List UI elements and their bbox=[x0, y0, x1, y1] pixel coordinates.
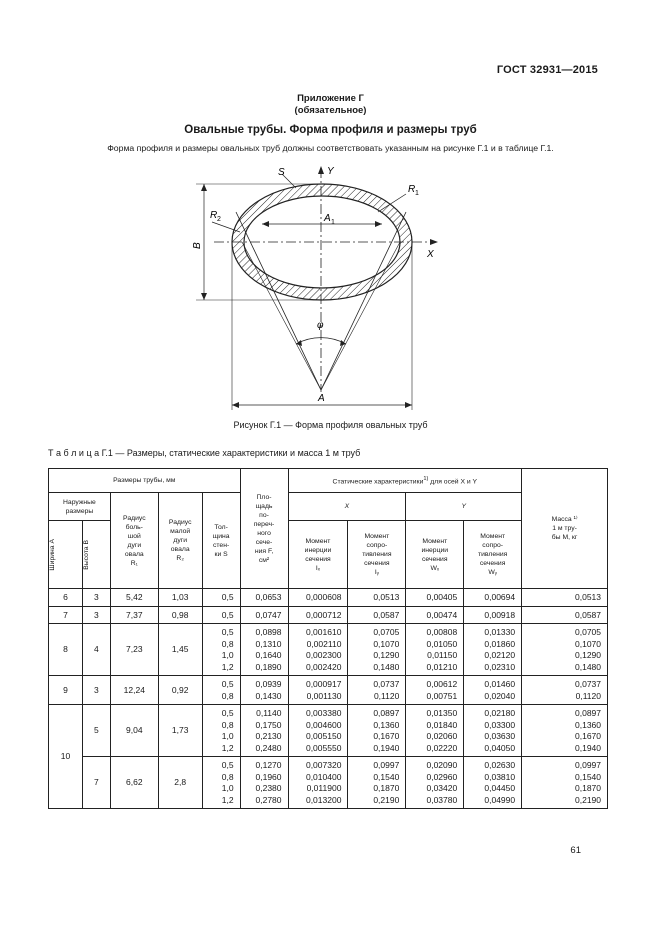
cell-m: 0,0705 0,1070 0,1290 0,1480 bbox=[522, 624, 608, 676]
label-r1: R bbox=[408, 184, 416, 195]
label-a1: A bbox=[324, 213, 331, 224]
cell-m: 0,0737 0,1120 bbox=[522, 676, 608, 705]
cell-b: 7 bbox=[82, 757, 110, 809]
axis-y-header: Y bbox=[406, 493, 522, 521]
cell-a: 10 bbox=[49, 705, 83, 809]
cell-r2: 1,45 bbox=[158, 624, 202, 676]
iy-header-line: Момент bbox=[422, 537, 448, 545]
wx_rot-header-line: тивления bbox=[362, 551, 392, 558]
r1-header-line: шой bbox=[127, 532, 141, 540]
cell-ix: 0,003380 0,004600 0,005150 0,005550 bbox=[288, 705, 348, 757]
cell-b: 4 bbox=[82, 624, 110, 676]
cell-wx: 0,0513 bbox=[348, 589, 406, 607]
wy-header-line: Wᵧ bbox=[488, 569, 497, 576]
cell-wy: 0,01330 0,01860 0,02120 0,02310 bbox=[464, 624, 522, 676]
r2-header-line: дуги bbox=[173, 537, 188, 544]
label-a: A bbox=[318, 393, 325, 404]
cell-ix: 0,000917 0,001130 bbox=[288, 676, 348, 705]
area-header-line: по- bbox=[259, 511, 269, 519]
cell-wx: 0,0587 bbox=[348, 606, 406, 624]
r2-header-line: малой bbox=[170, 528, 191, 535]
figure-caption: Рисунок Г.1 — Форма профиля овальных труб bbox=[233, 420, 428, 430]
label-b: B bbox=[192, 242, 203, 249]
area-header-line: щадь bbox=[255, 502, 273, 510]
page-number: 61 bbox=[570, 845, 581, 856]
table-row bbox=[49, 589, 608, 607]
cell-ix: 0,007320 0,010400 0,011900 0,013200 bbox=[288, 757, 348, 809]
cell-s: 0,5 0,8 1,0 1,2 bbox=[202, 705, 240, 757]
static-header: Статические характеристики$^{1)}$ для осей X и Y bbox=[288, 469, 522, 493]
cell-ix: 0,000608 bbox=[288, 589, 348, 607]
mass-header-line: 1 м тру- bbox=[552, 525, 577, 532]
wx_rot-header-line: Момент bbox=[364, 533, 390, 540]
width-header: Ширина A bbox=[49, 521, 83, 589]
standard-number: ГОСТ 32931—2015 bbox=[496, 64, 598, 76]
thick-header-line: щина bbox=[212, 532, 230, 540]
cell-ix: 0,001610 0,002110 0,002300 0,002420 bbox=[288, 624, 348, 676]
r2-header bbox=[158, 493, 202, 589]
dims-header: Размеры трубы, мм bbox=[49, 469, 241, 493]
label-y: Y bbox=[327, 166, 334, 177]
thick-header-line: стен- bbox=[212, 541, 230, 549]
cell-r2: 2,8 bbox=[158, 757, 202, 809]
cell-wx: 0,0897 0,1360 0,1670 0,1940 bbox=[348, 705, 406, 757]
cell-wy: 0,01460 0,02040 bbox=[464, 676, 522, 705]
cell-iy: 0,01350 0,01840 0,02060 0,02220 bbox=[406, 705, 464, 757]
area-header-line: ного bbox=[257, 529, 271, 537]
cell-r1: 6,62 bbox=[110, 757, 158, 809]
mass-header bbox=[522, 469, 608, 589]
outer-dims-header: Наружные размеры bbox=[49, 493, 111, 521]
cell-b: 5 bbox=[82, 705, 110, 757]
r1-header-line: R₁ bbox=[130, 559, 138, 567]
cell-s: 0,5 0,8 1,0 1,2 bbox=[202, 757, 240, 809]
label-x: X bbox=[427, 249, 434, 260]
axis-x-header: X bbox=[288, 493, 406, 521]
cell-a: 6 bbox=[49, 589, 83, 607]
ix-header-line: Iₓ bbox=[315, 564, 321, 572]
cell-iy: 0,00612 0,00751 bbox=[406, 676, 464, 705]
cell-wx: 0,0737 0,1120 bbox=[348, 676, 406, 705]
cell-f: 0,0898 0,1310 0,1640 0,1890 bbox=[240, 624, 288, 676]
cell-a: 8 bbox=[49, 624, 83, 676]
cell-wy: 0,00918 bbox=[464, 606, 522, 624]
table-row bbox=[49, 705, 608, 757]
cell-r2: 1,03 bbox=[158, 589, 202, 607]
height-header: Высота B bbox=[82, 521, 110, 589]
r1-header-line: Радиус bbox=[123, 514, 146, 522]
cell-b: 3 bbox=[82, 676, 110, 705]
ix-header-line: сечения bbox=[305, 555, 331, 563]
cell-iy: 0,00405 bbox=[406, 589, 464, 607]
cell-m: 0,0897 0,1360 0,1670 0,1940 bbox=[522, 705, 608, 757]
cell-wy: 0,00694 bbox=[464, 589, 522, 607]
area-header-line: ния F, bbox=[254, 547, 274, 555]
area-header bbox=[240, 469, 288, 589]
cell-a: 9 bbox=[49, 676, 83, 705]
ix-header-line: инерции bbox=[304, 546, 332, 554]
cell-r2: 0,92 bbox=[158, 676, 202, 705]
label-r2: R bbox=[210, 210, 218, 221]
r2-header-line: R₂ bbox=[176, 555, 184, 562]
r1-header-line: дуги bbox=[127, 541, 142, 549]
cell-r1: 9,04 bbox=[110, 705, 158, 757]
cell-a: 7 bbox=[49, 606, 83, 624]
wy-header-line: Момент bbox=[480, 533, 506, 540]
table-row bbox=[49, 624, 608, 676]
thick-header-line: Тол- bbox=[214, 523, 228, 531]
cell-s: 0,5 bbox=[202, 606, 240, 624]
mass-header-line: бы M, кг bbox=[551, 534, 578, 541]
cell-wy: 0,02630 0,03810 0,04450 0,04990 bbox=[464, 757, 522, 809]
ix-header-line: Момент bbox=[305, 537, 331, 545]
cell-r2: 1,73 bbox=[158, 705, 202, 757]
cell-s: 0,5 bbox=[202, 589, 240, 607]
iy-header-line: инерции bbox=[421, 546, 449, 554]
cell-iy: 0,00474 bbox=[406, 606, 464, 624]
r2-header-line: овала bbox=[170, 546, 190, 553]
cell-r1: 7,37 bbox=[110, 606, 158, 624]
lead-text: Форма профиля и размеры овальных труб должны соответствовать указанным на рисунке Г.1 и в таблице Г.1. bbox=[107, 143, 554, 153]
wx_rot-header-line: Iᵧ bbox=[374, 569, 379, 576]
cell-wx: 0,0997 0,1540 0,1870 0,2190 bbox=[348, 757, 406, 809]
cell-f: 0,1140 0,1750 0,2130 0,2480 bbox=[240, 705, 288, 757]
ix-header bbox=[288, 521, 348, 589]
iy-header bbox=[406, 521, 464, 589]
cell-m: 0,0587 bbox=[522, 606, 608, 624]
area-header-line: см² bbox=[258, 556, 270, 564]
wx_rot-header-line: сечения bbox=[364, 560, 390, 567]
iy-header-line: сечения bbox=[422, 555, 448, 563]
table-row bbox=[49, 606, 608, 624]
cell-f: 0,1270 0,1960 0,2380 0,2780 bbox=[240, 757, 288, 809]
wy-header-line: сопро- bbox=[482, 542, 504, 549]
cell-ix: 0,000712 bbox=[288, 606, 348, 624]
table-caption: Т а б л и ц а Г.1 — Размеры, статические характеристики и масса 1 м труб bbox=[48, 448, 361, 458]
thick-header-line: ки S bbox=[214, 550, 228, 558]
wy-header-line: сечения bbox=[479, 560, 506, 567]
wy-header-line: тивления bbox=[478, 551, 508, 558]
cell-b: 3 bbox=[82, 606, 110, 624]
annex-status: (обязательное) bbox=[294, 105, 367, 116]
cell-r1: 7,23 bbox=[110, 624, 158, 676]
cell-r2: 0,98 bbox=[158, 606, 202, 624]
cell-b: 3 bbox=[82, 589, 110, 607]
svg-text:1: 1 bbox=[331, 219, 335, 226]
wx-header bbox=[348, 521, 406, 589]
table-row bbox=[49, 757, 608, 809]
cell-s: 0,5 0,8 1,0 1,2 bbox=[202, 624, 240, 676]
cell-f: 0,0939 0,1430 bbox=[240, 676, 288, 705]
mass-header-line: Масса ¹⁾ bbox=[551, 516, 578, 523]
section-title: Овальные трубы. Форма профиля и размеры труб bbox=[184, 124, 477, 136]
r2-header-line: Радиус bbox=[168, 519, 192, 526]
wx_rot-header-line: сопро- bbox=[366, 542, 388, 549]
thick-header bbox=[202, 493, 240, 589]
cell-s: 0,5 0,8 bbox=[202, 676, 240, 705]
table-row bbox=[49, 676, 608, 705]
svg-text:1: 1 bbox=[415, 190, 419, 197]
cell-r1: 12,24 bbox=[110, 676, 158, 705]
cell-iy: 0,02090 0,02960 0,03420 0,03780 bbox=[406, 757, 464, 809]
tube-data-table bbox=[48, 468, 608, 809]
area-header-line: Пло- bbox=[256, 493, 272, 501]
annex-title: Приложение Г bbox=[297, 93, 364, 104]
cell-m: 0,0997 0,1540 0,1870 0,2190 bbox=[522, 757, 608, 809]
cell-wx: 0,0705 0,1070 0,1290 0,1480 bbox=[348, 624, 406, 676]
cell-f: 0,0653 bbox=[240, 589, 288, 607]
area-header-line: сече- bbox=[255, 538, 273, 546]
r1-header bbox=[110, 493, 158, 589]
wy-header bbox=[464, 521, 522, 589]
iy-header-line: Wₓ bbox=[430, 564, 440, 572]
oval-profile-figure bbox=[180, 160, 460, 416]
cell-r1: 5,42 bbox=[110, 589, 158, 607]
r1-header-line: боль- bbox=[125, 523, 143, 531]
area-header-line: переч- bbox=[253, 520, 275, 528]
cell-wy: 0,02180 0,03300 0,03630 0,04050 bbox=[464, 705, 522, 757]
r1-header-line: овала bbox=[124, 550, 144, 558]
svg-text:2: 2 bbox=[217, 216, 221, 223]
label-s: S bbox=[278, 167, 285, 178]
label-phi: φ bbox=[317, 320, 324, 331]
cell-m: 0,0513 bbox=[522, 589, 608, 607]
cell-f: 0,0747 bbox=[240, 606, 288, 624]
cell-iy: 0,00808 0,01050 0,01150 0,01210 bbox=[406, 624, 464, 676]
